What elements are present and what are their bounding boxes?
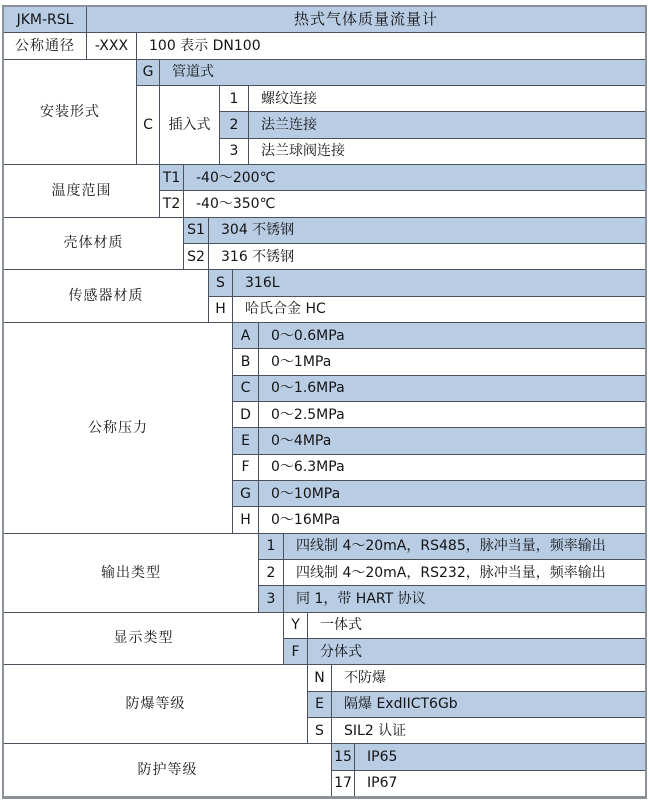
option-code: S1 [184,218,208,243]
option-desc: 0～0.6MPa [259,323,645,348]
option-desc: 0～1.6MPa [259,376,645,401]
option-code: 2 [259,560,283,585]
option-code: G [233,481,258,506]
option-code: E [308,692,331,717]
option-desc: 法兰球阀连接 [249,139,645,164]
option-desc: 0～10MPa [259,481,645,506]
option-desc: 0～16MPa [259,507,645,532]
option-code: Y [284,613,307,638]
option-code: H [233,507,258,532]
section-label-install: 安装形式 [4,60,136,164]
page-title: 热式气体质量流量计 [87,7,645,32]
model-code: JKM-RSL [4,7,86,32]
option-code: C [233,376,258,401]
option-desc: 不防爆 [332,665,645,690]
option-desc: 0～1MPa [259,349,645,374]
install-insert-code: C [137,86,159,164]
option-code: T2 [160,191,183,216]
section-label-display: 显示类型 [4,613,283,665]
diameter-code: -XXX [87,33,136,58]
option-code: 3 [259,586,283,611]
option-desc: 隔爆 ExdIICT6Gb [332,692,645,717]
option-desc: 316 不锈钢 [209,244,645,269]
option-code: 3 [220,139,248,164]
option-code: F [233,455,258,480]
option-desc: -40～200℃ [184,165,645,190]
option-desc: -40～350℃ [184,191,645,216]
diameter-desc: 100 表示 DN100 [137,33,645,58]
model-selection-table [2,5,647,799]
section-label-diameter: 公称通径 [4,33,86,58]
option-code: A [233,323,258,348]
option-desc: 304 不锈钢 [209,218,645,243]
option-code: 2 [220,112,248,137]
option-desc: IP67 [355,771,645,796]
option-desc: 四线制 4～20mA，RS485，脉冲当量，频率输出 [284,534,645,559]
option-desc: 分体式 [308,639,645,664]
option-desc: 0～4MPa [259,428,645,453]
option-desc: 0～2.5MPa [259,402,645,427]
section-label-output: 输出类型 [4,534,258,612]
section-label-housing: 壳体材质 [4,218,183,270]
option-desc: 法兰连接 [249,112,645,137]
section-label-pressure: 公称压力 [4,323,232,533]
option-desc: 316L [233,270,645,295]
install-pipe-desc: 管道式 [160,60,645,85]
section-label-temperature: 温度范围 [4,165,159,217]
install-insert-label: 插入式 [160,86,219,164]
option-code: H [209,297,232,322]
option-code: 17 [332,771,354,796]
option-code: S [308,718,331,743]
option-code: 1 [259,534,283,559]
option-desc: 一体式 [308,613,645,638]
section-label-protection: 防护等级 [4,744,331,796]
option-desc: SIL2 认证 [332,718,645,743]
section-label-sensor: 传感器材质 [4,270,208,322]
option-code: T1 [160,165,183,190]
option-code: D [233,402,258,427]
option-desc: 同 1，带 HART 协议 [284,586,645,611]
option-code: N [308,665,331,690]
option-desc: IP65 [355,744,645,769]
option-code: 15 [332,744,354,769]
option-code: E [233,428,258,453]
option-code: S2 [184,244,208,269]
option-code: S [209,270,232,295]
option-desc: 0～6.3MPa [259,455,645,480]
option-code: B [233,349,258,374]
section-label-explosion: 防爆等级 [4,665,307,743]
option-desc: 四线制 4～20mA，RS232，脉冲当量，频率输出 [284,560,645,585]
option-code: 1 [220,86,248,111]
option-desc: 螺纹连接 [249,86,645,111]
option-desc: 哈氏合金 HC [233,297,645,322]
install-pipe-code: G [137,60,159,85]
option-code: F [284,639,307,664]
